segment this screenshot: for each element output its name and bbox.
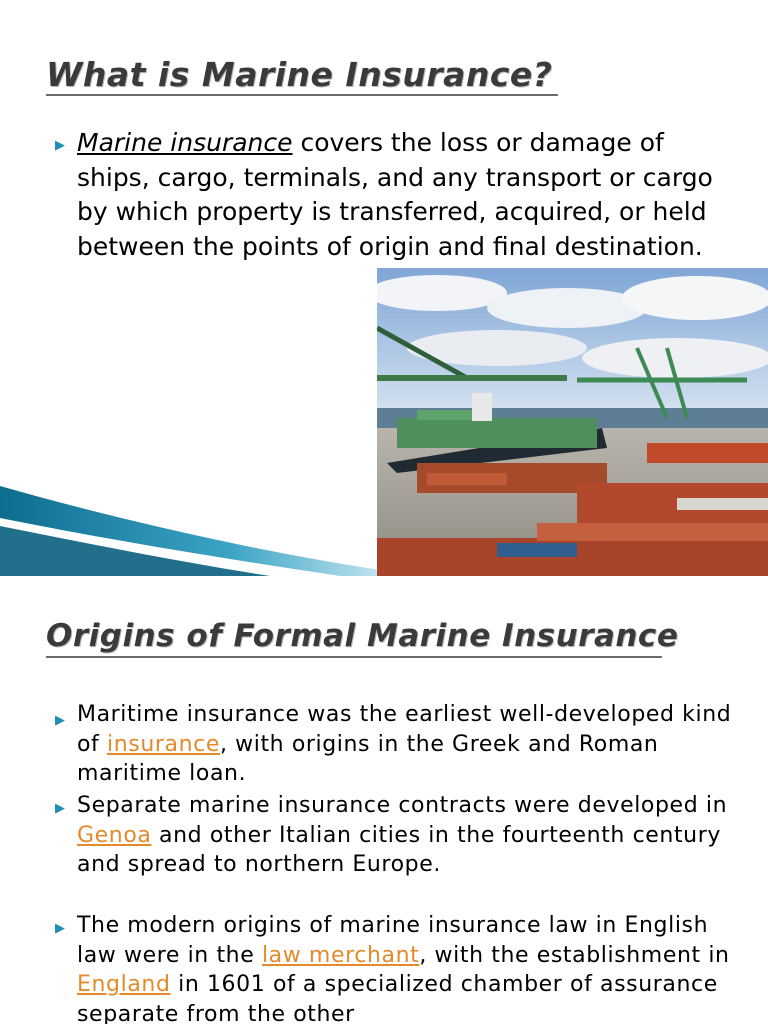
container-port-photo bbox=[377, 268, 768, 576]
slide-2 bbox=[0, 590, 768, 1024]
triangle-bullet-icon: ▶ bbox=[55, 713, 65, 728]
slide-1-title: What is Marine Insurance? bbox=[46, 55, 553, 94]
decorative-swoosh bbox=[0, 470, 380, 576]
bullet-text: Maritime insurance was the earliest well-developed kind of insurance, with origins in the Greek and Roman maritime loan. bbox=[77, 702, 732, 786]
triangle-bullet-icon: ▶ bbox=[55, 801, 65, 816]
link-insurance[interactable]: insurance bbox=[107, 731, 220, 757]
triangle-bullet-icon: ▶ bbox=[55, 921, 65, 936]
title-underline bbox=[46, 656, 662, 658]
triangle-bullet-icon: ▶ bbox=[55, 138, 65, 153]
bullet-text: Marine insurance covers the loss or damage of ships, cargo, terminals, and any transport or cargo by which property is transferred, acquired, or held between the points of origin and final destination. bbox=[77, 128, 713, 261]
term-marine-insurance: Marine insurance bbox=[77, 128, 293, 157]
link-england[interactable]: England bbox=[77, 972, 171, 997]
bullet-text: Separate marine insurance contracts were developed in Genoa and other Italian cities in the fourteenth century and spread to northern Europe. bbox=[77, 793, 728, 877]
title-underline bbox=[46, 94, 558, 96]
link-genoa[interactable]: Genoa bbox=[77, 822, 152, 848]
bullet-text: The modern origins of marine insurance law in English law were in the law merchant, with the establishment in England in 1601 of a specialized chamber of assurance separate from the other bbox=[77, 913, 730, 1024]
link-law-merchant[interactable]: law merchant bbox=[261, 942, 420, 968]
slide-2-title: Origins of Formal Marine Insurance bbox=[46, 618, 679, 654]
